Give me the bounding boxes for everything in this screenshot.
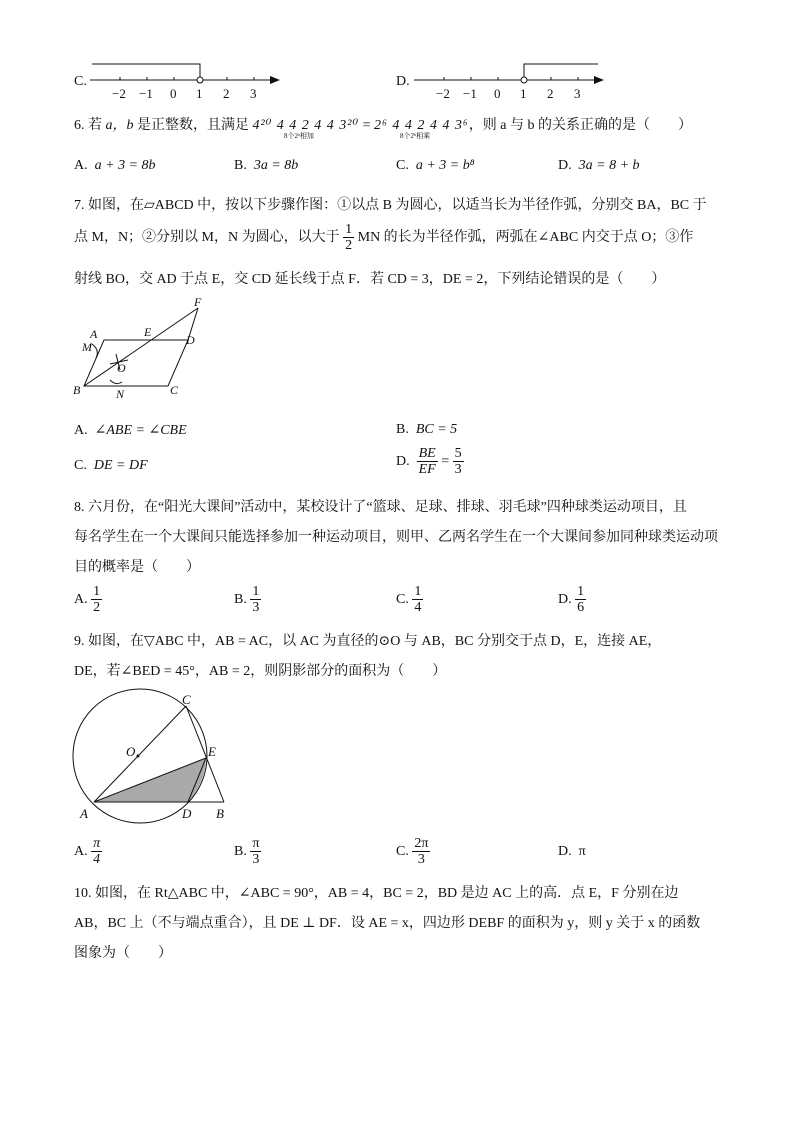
label-C: C [182, 692, 191, 707]
label-O: O [126, 744, 136, 759]
label-A: A [80, 806, 88, 821]
q8-option-c: C. $\frac{1}{4}$ [396, 584, 422, 616]
q6-right-expression: 2⁶ 4 4 2 4 4 3⁶ [374, 118, 469, 133]
q9-option-b: B. $\frac{\pi}{3}$ [234, 836, 260, 868]
q7-stem-line3: 射线 BO，交 AD 于点 E，交 CD 延长线于点 F．若 CD = 3，DE = 2，下列结论错误的是（ ） [74, 272, 666, 287]
q6-left-brace-note: 8个2ᵃ相加 [284, 132, 314, 140]
q8-stem-line3: 目的概率是（ ） [74, 560, 200, 575]
tick-label: −1 [463, 86, 477, 101]
tick-label: 3 [574, 86, 581, 101]
q10-stem-line2: AB，BC 上（不与端点重合），且 DE ⊥ DF．设 AE = x，四边形 DEBF 的面积为 y，则 y 关于 x 的函数 [74, 916, 701, 931]
q7-stem-line2: 点 M，N；②分别以 M，N 为圆心，以大于 $\frac{1}{2}$ MN 的长为半径作弧，两弧在∠ABC 内交于点 O；③作 [74, 222, 694, 254]
q8-stem-line2: 每名学生在一个大课间只能选择参加一种运动项目，则甲、乙两名学生在一个大课间参加同种球类运动项 [74, 530, 718, 545]
q6-right-brace-note: 8个2ᵇ相乘 [400, 132, 431, 140]
tick-label: −2 [112, 86, 126, 101]
q9-stem-line2: DE，若∠BED = 45°，AB = 2，则阴影部分的面积为（ ） [74, 664, 447, 679]
q7-option-c: C. DE = DF [74, 458, 148, 473]
tick-label: 0 [170, 86, 177, 101]
q10-stem-line3: 图象为（ ） [74, 946, 172, 961]
label-N: N [116, 387, 125, 401]
q7-stem-line1: 7. 如图，在▱ABCD 中，按以下步骤作图：①以点 B 为圆心，以适当长为半径作弧，分别交 BA，BC 于 [74, 198, 707, 213]
q6-option-b: B. 3a = 8b [234, 158, 299, 173]
q9-circle-figure [66, 688, 246, 826]
q6-stem: 6. 若 a，b 是正整数，且满足 4²⁰ 4 4 2 4 4 3²⁰ = 2⁶ 4 4 2 4 4 3⁶，则 a 与 b 的关系正确的是（ ） [74, 118, 692, 133]
q8-option-a: A. $\frac{1}{2}$ [74, 584, 101, 616]
q6-equals: = [362, 118, 371, 133]
tick-label: 1 [196, 86, 203, 101]
label-A: A [90, 327, 98, 341]
q5-option-c-numberline [88, 60, 288, 102]
q9-stem-line1: 9. 如图，在▽ABC 中，AB = AC，以 AC 为直径的⊙O 与 AB，BC 分别交于点 D，E，连接 AE， [74, 634, 662, 649]
tick-label: 3 [250, 86, 257, 101]
label-C: C [170, 383, 179, 397]
label-M: M [82, 340, 92, 354]
label-B: B [73, 383, 81, 397]
q5-option-c-label: C. [74, 74, 87, 89]
label-D: D [186, 333, 195, 347]
q7-option-d: D. $\frac{BE}{EF}$ = $\frac{5}{3}$ [396, 446, 462, 478]
q8-stem-line1: 8. 六月份，在“阳光大课间”活动中，某校设计了“篮球、足球、排球、羽毛球”四种球类运动项目，且 [74, 500, 687, 515]
q9-option-a: A. $\frac{\pi}{4}$ [74, 836, 101, 868]
label-E: E [144, 325, 152, 339]
label-O: O [117, 361, 126, 375]
q6-left-expression: 4²⁰ 4 4 2 4 4 3²⁰ [252, 118, 360, 133]
label-E: E [208, 744, 216, 759]
q7-option-a: A. ∠ABE = ∠CBE [74, 423, 187, 438]
tick-label: 2 [223, 86, 230, 101]
q5-option-d-numberline [412, 60, 612, 102]
tick-label: 0 [494, 86, 501, 101]
q6-option-d: D. 3a = 8 + b [558, 158, 640, 173]
tick-label: 2 [547, 86, 554, 101]
tick-label: −2 [436, 86, 450, 101]
q6-option-a: A. a + 3 = 8b [74, 158, 156, 173]
five-thirds: $\frac{5}{3}$ [454, 446, 462, 478]
label-D: D [182, 806, 192, 821]
q10-stem-line1: 10. 如图，在 Rt△ABC 中，∠ABC = 90°，AB = 4，BC = 2，BD 是边 AC 上的高．点 E，F 分别在边 [74, 886, 679, 901]
q8-option-d: D. $\frac{1}{6}$ [558, 584, 585, 616]
be-over-ef: $\frac{BE}{EF}$ [418, 446, 436, 478]
q9-option-d: D. π [558, 844, 586, 859]
label-F: F [194, 296, 202, 309]
q6-option-c: C. a + 3 = b⁸ [396, 158, 475, 173]
tick-label: 1 [520, 86, 527, 101]
q9-option-c: C. $\frac{2\pi}{3}$ [396, 836, 429, 868]
half-fraction: $\frac{1}{2}$ [345, 222, 353, 254]
q7-option-b: B. BC = 5 [396, 422, 458, 437]
tick-label: −1 [139, 86, 153, 101]
q7-parallelogram-figure [70, 296, 220, 406]
label-B: B [216, 806, 224, 821]
q5-option-d-label: D. [396, 74, 410, 89]
q8-option-b: B. $\frac{1}{3}$ [234, 584, 260, 616]
